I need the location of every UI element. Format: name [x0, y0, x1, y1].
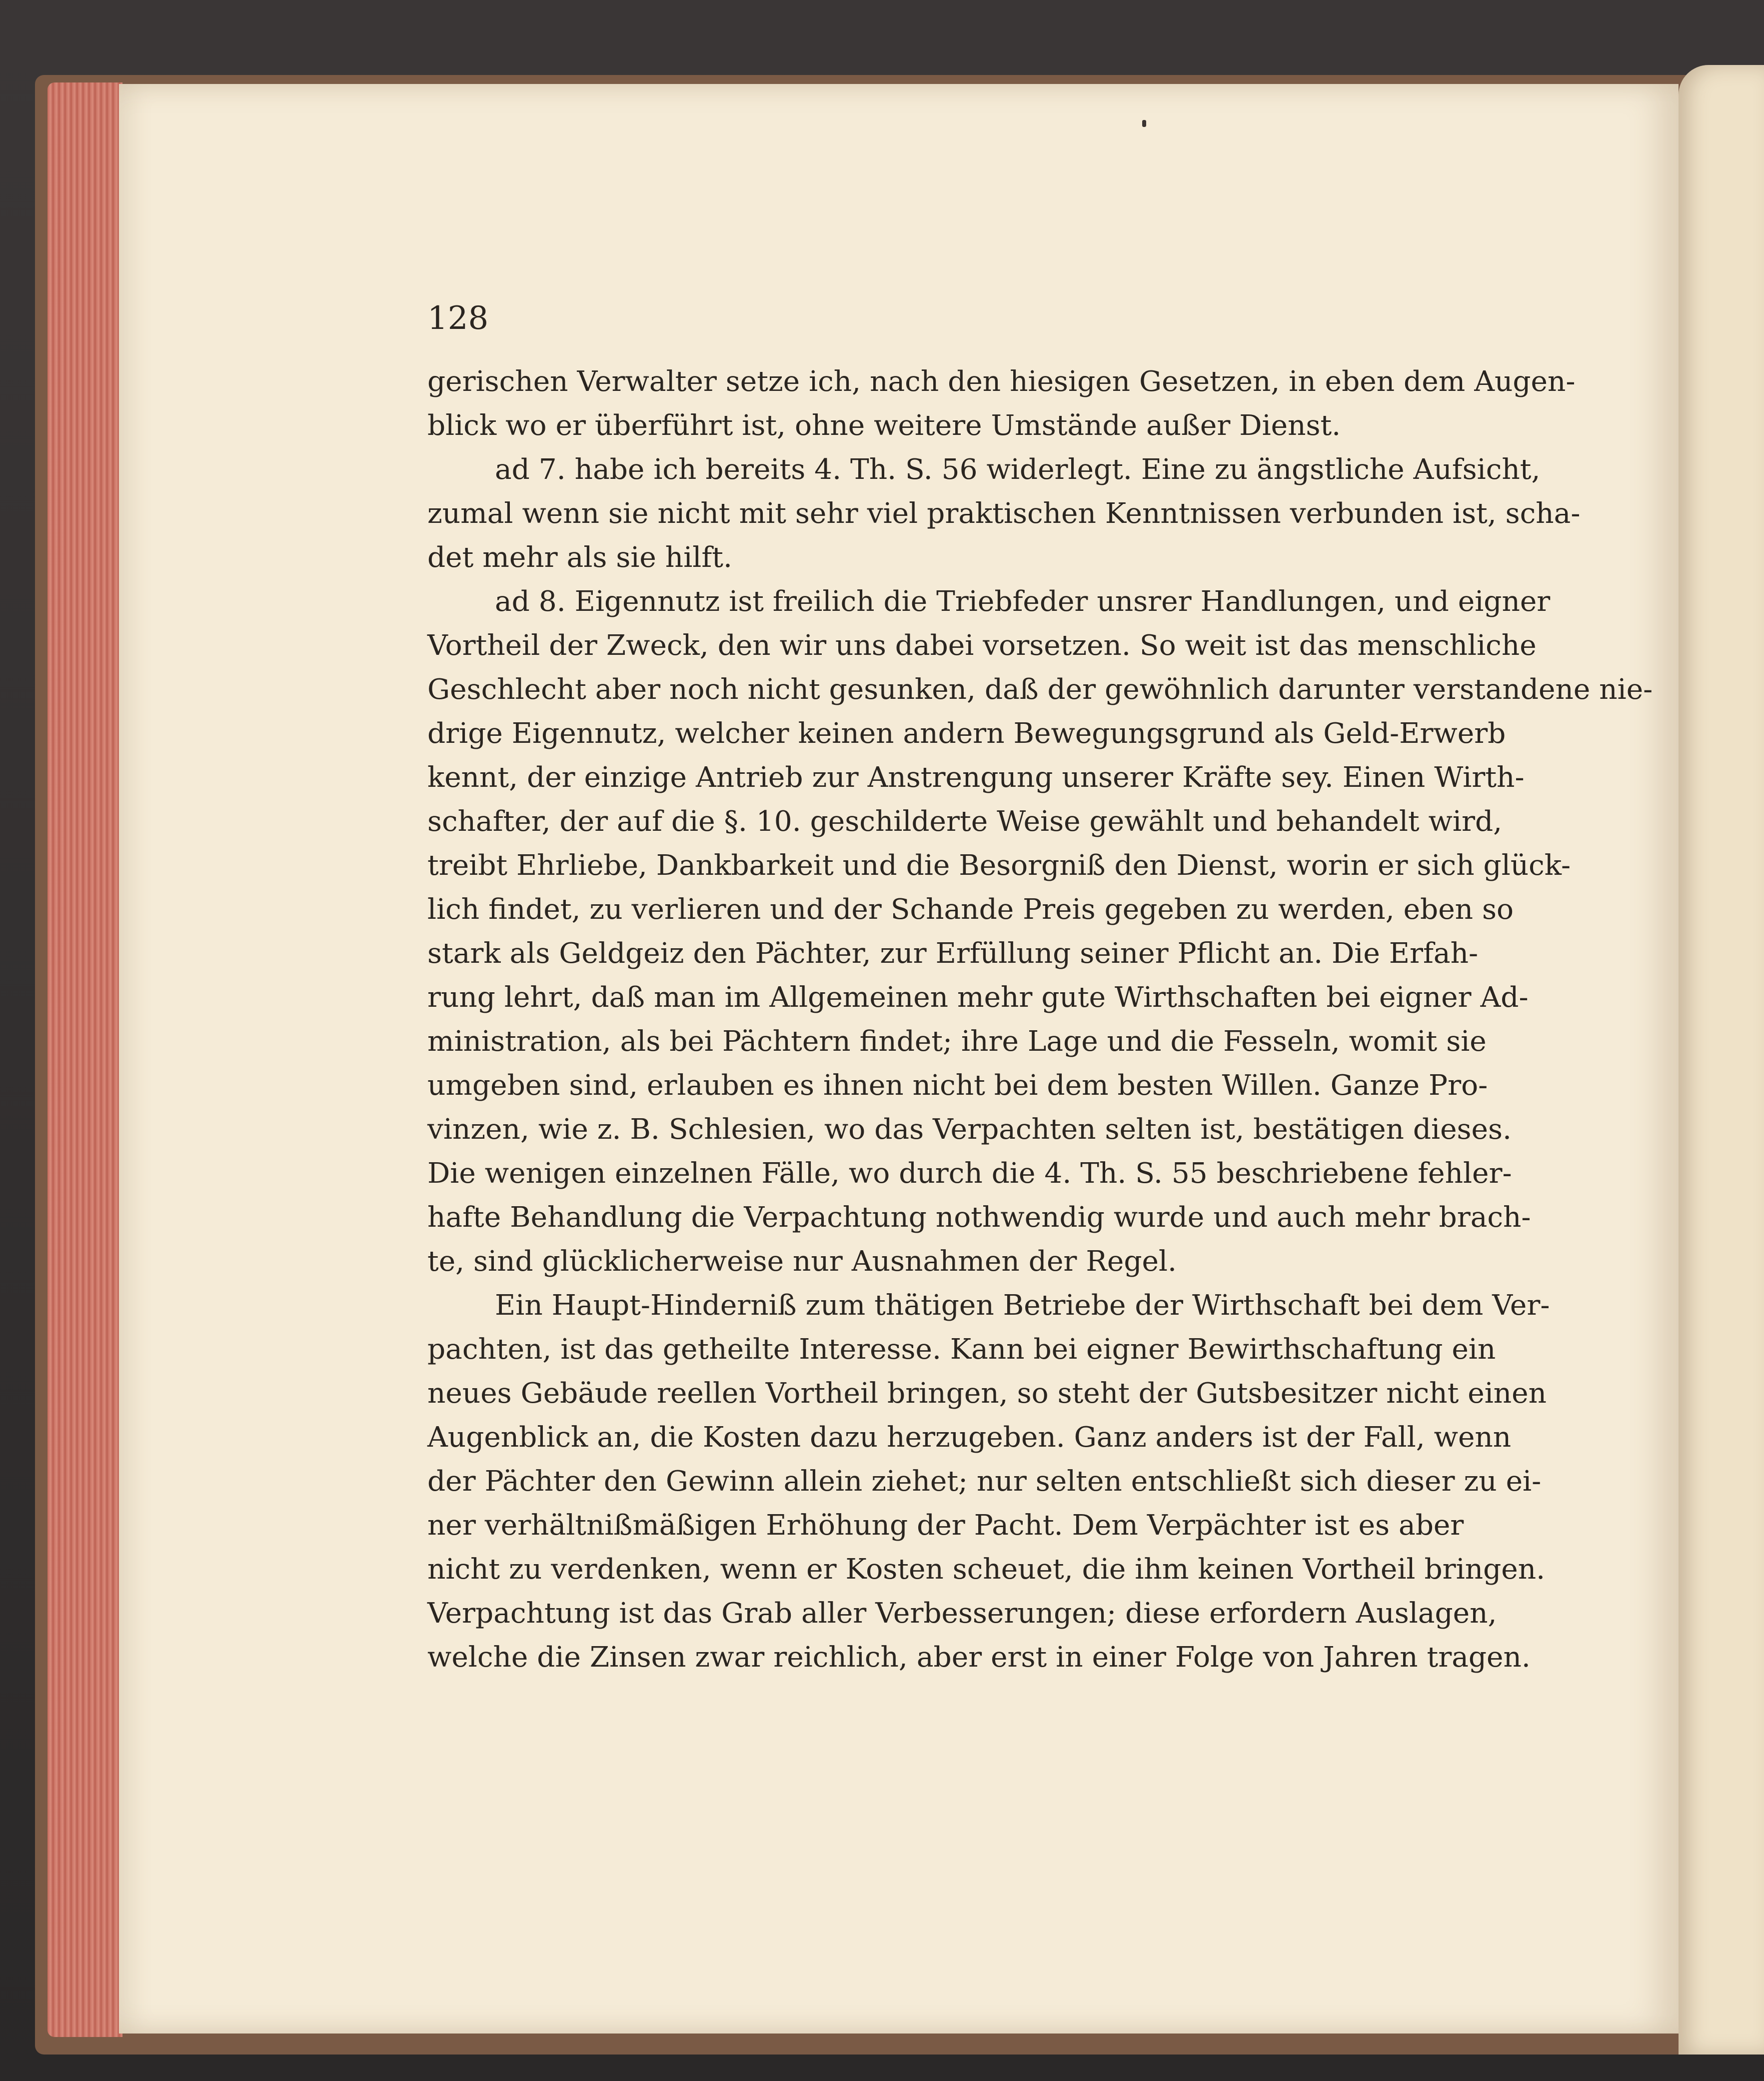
text-line: welche die Zinsen zwar reichlich, aber erst in einer Folge von Jahren tragen.	[427, 1641, 1531, 1674]
text-line: vinzen, wie z. B. Schlesien, wo das Verpachten selten ist, bestätigen dieses.	[427, 1113, 1512, 1146]
text-line: schafter, der auf die §. 10. geschilderte Weise gewählt und behandelt wird,	[427, 805, 1503, 838]
text-line: ministration, als bei Pächtern findet; ihre Lage und die Fesseln, womit sie	[427, 1025, 1487, 1058]
text-line: der Pächter den Gewinn allein ziehet; nur selten entschließt sich dieser zu ei-	[427, 1465, 1542, 1498]
page-edges	[47, 82, 122, 2037]
text-line: ner verhältnißmäßigen Erhöhung der Pacht. Dem Verpächter ist es aber	[427, 1509, 1464, 1542]
text-line: umgeben sind, erlauben es ihnen nicht bei dem besten Willen. Ganze Pro-	[427, 1069, 1488, 1102]
text-line: kennt, der einzige Antrieb zur Anstrengung unserer Kräfte sey. Einen Wirth-	[427, 761, 1525, 794]
page-number: 128	[427, 300, 489, 337]
text-line: treibt Ehrliebe, Dankbarkeit und die Besorgniß den Dienst, worin er sich glück-	[427, 849, 1571, 882]
text-line: zumal wenn sie nicht mit sehr viel praktischen Kenntnissen verbunden ist, scha-	[427, 497, 1581, 530]
text-line: pachten, ist das getheilte Interesse. Kann bei eigner Bewirthschaftung ein	[427, 1333, 1496, 1366]
text-line: lich findet, zu verlieren und der Schande Preis gegeben zu werden, eben so	[427, 893, 1514, 926]
text-line: stark als Geldgeiz den Pächter, zur Erfüllung seiner Pflicht an. Die Erfah-	[427, 937, 1479, 970]
text-line: Vortheil der Zweck, den wir uns dabei vorsetzen. So weit ist das menschliche	[427, 629, 1537, 662]
text-line: Augenblick an, die Kosten dazu herzugeben. Ganz anders ist der Fall, wenn	[427, 1421, 1512, 1454]
text-line: Geschlecht aber noch nicht gesunken, daß der gewöhnlich darunter verstandene nie-	[427, 673, 1653, 706]
text-line: det mehr als sie hilft.	[427, 541, 732, 574]
text-line: hafte Behandlung die Verpachtung nothwendig wurde und auch mehr brach-	[427, 1201, 1531, 1234]
facing-page	[1679, 65, 1764, 2055]
text-line: Die wenigen einzelnen Fälle, wo durch die 4. Th. S. 55 beschriebene fehler-	[427, 1157, 1512, 1190]
text-line: blick wo er überführt ist, ohne weitere Umstände außer Dienst.	[427, 409, 1341, 442]
ink-speck	[1142, 120, 1146, 127]
text-line: neues Gebäude reellen Vortheil bringen, so steht der Gutsbesitzer nicht einen	[427, 1377, 1547, 1410]
text-line: drige Eigennutz, welcher keinen andern Bewegungsgrund als Geld-Erwerb	[427, 717, 1506, 750]
text-line: nicht zu verdenken, wenn er Kosten scheuet, die ihm keinen Vortheil bringen.	[427, 1553, 1546, 1586]
text-line: ad 8. Eigennutz ist freilich die Triebfeder unsrer Handlungen, und eigner	[495, 585, 1551, 618]
text-line: ad 7. habe ich bereits 4. Th. S. 56 widerlegt. Eine zu ängstliche Aufsicht,	[495, 453, 1541, 486]
text-line: te, sind glücklicherweise nur Ausnahmen der Regel.	[427, 1245, 1177, 1278]
text-line: Ein Haupt-Hinderniß zum thätigen Betriebe der Wirthschaft bei dem Ver-	[495, 1289, 1550, 1322]
body-text	[427, 360, 1653, 1680]
text-line: gerischen Verwalter setze ich, nach den hiesigen Gesetzen, in eben dem Augen-	[427, 365, 1576, 398]
text-line: rung lehrt, daß man im Allgemeinen mehr gute Wirthschaften bei eigner Ad-	[427, 981, 1529, 1014]
text-line: Verpachtung ist das Grab aller Verbesserungen; diese erfordern Auslagen,	[427, 1597, 1497, 1630]
